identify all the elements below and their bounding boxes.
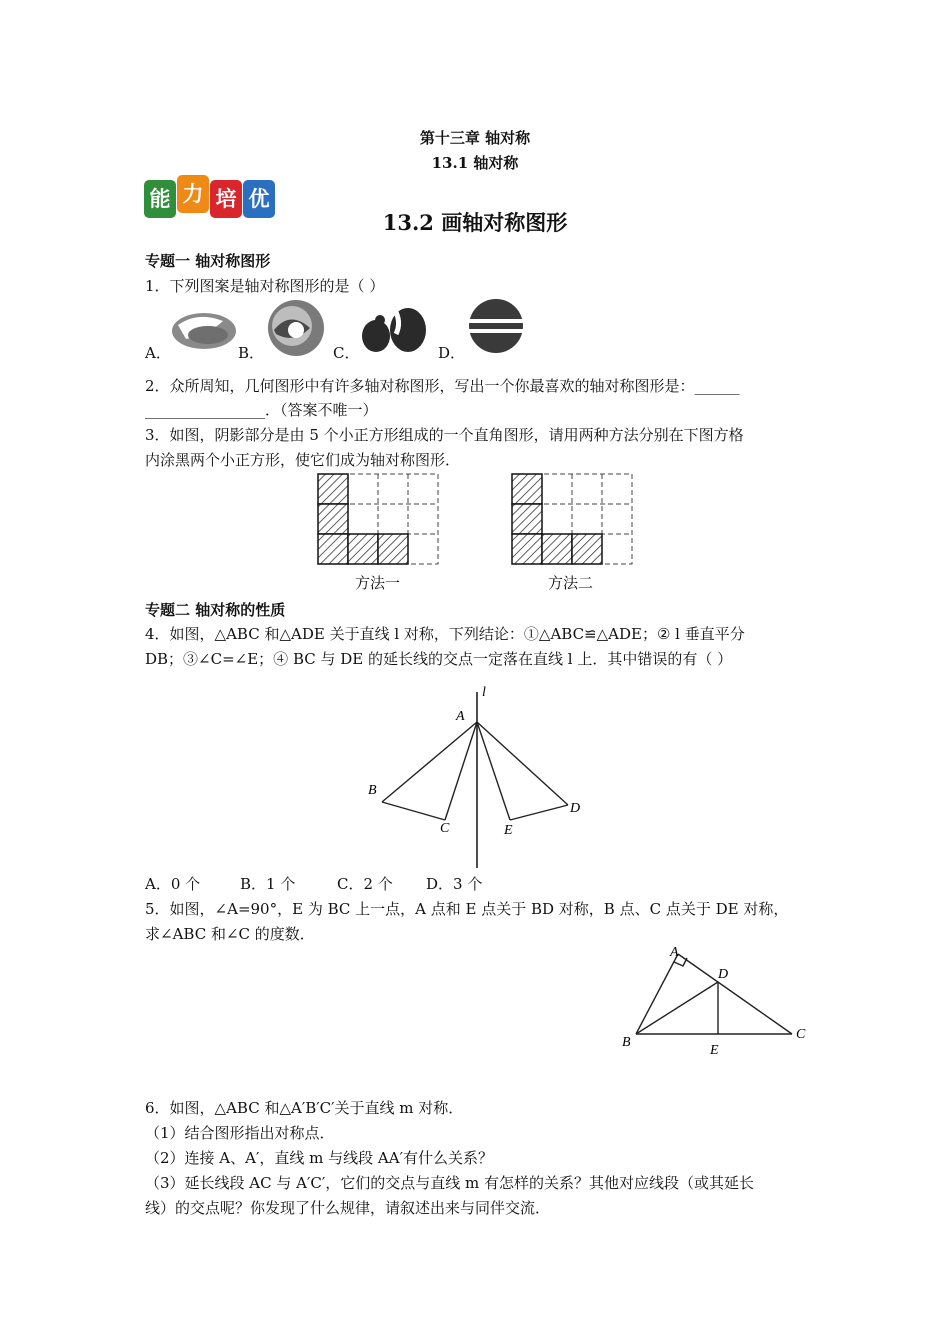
- topic1-heading: 专题一 轴对称图形: [145, 252, 271, 270]
- q4-label-l: l: [482, 685, 486, 700]
- q5-line2: 求∠ABC 和∠C 的度数．: [145, 925, 315, 943]
- q5-label-c: C: [796, 1027, 806, 1042]
- q4-label-e: E: [504, 823, 513, 838]
- q1-figure-b: [262, 300, 332, 360]
- q4-label-d: D: [570, 801, 581, 816]
- logo-char-3: 培: [210, 180, 242, 218]
- q5-line1: 5．如图，∠A=90°，E 为 BC 上一点，A 点和 E 点关于 BD 对称，B 点、C 点关于 DE 对称，: [145, 900, 789, 918]
- topic2-heading: 专题二 轴对称的性质: [145, 601, 286, 619]
- q6-line1: 6．如图，△ABC 和△A′B′C′关于直线 m 对称．: [145, 1099, 464, 1117]
- chapter-title: 第十三章 轴对称: [419, 129, 531, 147]
- q3-line2: 内涂黑两个小正方形，使它们成为轴对称图形．: [145, 451, 461, 469]
- q6-line5: 线）的交点呢？你发现了什么规律，请叙述出来与同伴交流．: [145, 1199, 551, 1217]
- q1-option-d-label: D．: [438, 344, 466, 362]
- q4-label-a: A: [456, 709, 465, 724]
- q1-figure-d: [466, 298, 526, 356]
- q5-label-b: B: [622, 1035, 631, 1050]
- q4-option-b: B．1 个: [240, 875, 296, 893]
- q4-line1: 4．如图，△ABC 和△ADE 关于直线 l 对称，下列结论：①△ABC≌△ADE；② l 垂直平分: [145, 625, 745, 643]
- q6-line4: （3）延长线段 AC 与 A′C′，它们的交点与直线 m 有怎样的关系？其他对应线段（或其延长: [145, 1174, 755, 1192]
- q4-line2: DB；③∠C=∠E；④ BC 与 DE 的延长线的交点一定落在直线 l 上．其中错误的有（ ）: [145, 650, 733, 668]
- section-title-1: 13.1 轴对称: [431, 154, 519, 172]
- q1-option-b-label: B．: [238, 344, 265, 362]
- logo-char-1: 能: [144, 180, 176, 218]
- q4-label-b: B: [368, 783, 377, 798]
- logo-char-4: 优: [243, 180, 275, 218]
- q3-caption-1: 方法一: [355, 574, 401, 592]
- q5-figure: [616, 940, 816, 1060]
- q4-option-a: A．0 个: [145, 875, 201, 893]
- q1-figure-a: [168, 305, 238, 355]
- q5-label-e: E: [710, 1043, 719, 1058]
- q4-label-c: C: [440, 821, 450, 836]
- q1-option-c-label: C．: [333, 344, 360, 362]
- q4-figure: [360, 680, 600, 870]
- q3-caption-2: 方法二: [548, 574, 594, 592]
- q3-grid-method-2: [506, 470, 642, 570]
- q6-line2: （1）结合图形指出对称点．: [145, 1124, 335, 1142]
- q5-label-d: D: [718, 967, 729, 982]
- logo-char-2: 力: [177, 175, 209, 213]
- q5-label-a: A: [670, 945, 679, 960]
- q4-option-c: C．2 个: [337, 875, 393, 893]
- q3-line1: 3．如图，阴影部分是由 5 个小正方形组成的一个直角图形，请用两种方法分别在下图方格: [145, 426, 744, 444]
- q3-grid-method-1: [312, 470, 448, 570]
- q1-figure-c: [356, 300, 436, 360]
- q6-line3: （2）连接 A、A′，直线 m 与线段 AA′有什么关系？: [145, 1149, 493, 1167]
- section-title-2: 13.2 画轴对称图形: [382, 210, 568, 235]
- q2-line1: 2．众所周知，几何图形中有许多轴对称图形，写出一个你最喜欢的轴对称图形是：______: [145, 377, 740, 395]
- q1-text: 1．下列图案是轴对称图形的是（ ）: [145, 277, 385, 295]
- q1-option-a-label: A．: [145, 344, 171, 362]
- q2-line2: ________________．（答案不唯一）: [145, 401, 378, 419]
- q4-option-d: D．3 个: [426, 875, 483, 893]
